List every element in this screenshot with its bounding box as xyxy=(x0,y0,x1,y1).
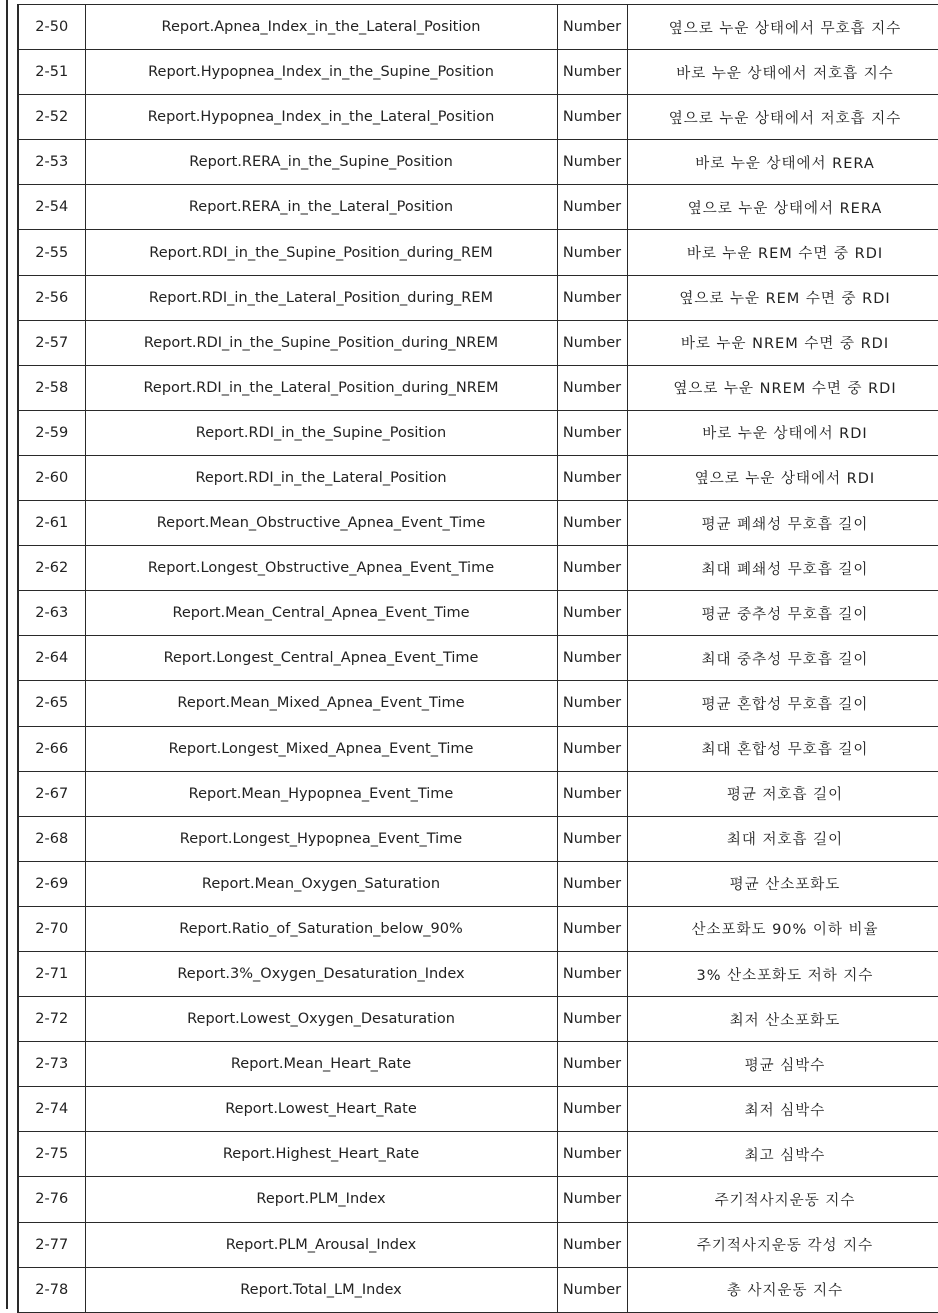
field-description-cell: 주기적사지운동 각성 지수 xyxy=(627,1222,938,1267)
table-row xyxy=(18,997,938,1042)
field-type-cell: Number xyxy=(557,1132,627,1177)
field-name-cell: Report.RERA_in_the_Supine_Position xyxy=(85,140,557,185)
field-type-cell: Number xyxy=(557,997,627,1042)
field-description-cell: 평균 중추성 무호흡 길이 xyxy=(627,591,938,636)
row-number-cell: 2-74 xyxy=(18,1087,85,1132)
table-row xyxy=(18,140,938,185)
field-type-cell: Number xyxy=(557,455,627,500)
field-type-cell: Number xyxy=(557,320,627,365)
field-type-cell: Number xyxy=(557,501,627,546)
row-number-cell: 2-65 xyxy=(18,681,85,726)
row-number-cell: 2-50 xyxy=(18,5,85,50)
field-description-cell: 옆으로 누운 REM 수면 중 RDI xyxy=(627,275,938,320)
field-type-cell: Number xyxy=(557,1222,627,1267)
field-description-cell: 산소포화도 90% 이하 비율 xyxy=(627,906,938,951)
field-name-cell: Report.RDI_in_the_Lateral_Position_during_REM xyxy=(85,275,557,320)
row-number-cell: 2-73 xyxy=(18,1042,85,1087)
field-description-cell: 옆으로 누운 상태에서 무호흡 지수 xyxy=(627,5,938,50)
field-type-cell: Number xyxy=(557,365,627,410)
field-name-cell: Report.RERA_in_the_Lateral_Position xyxy=(85,185,557,230)
field-description-cell: 바로 누운 NREM 수면 중 RDI xyxy=(627,320,938,365)
field-type-cell: Number xyxy=(557,1042,627,1087)
field-name-cell: Report.Mean_Heart_Rate xyxy=(85,1042,557,1087)
field-name-cell: Report.Mean_Obstructive_Apnea_Event_Time xyxy=(85,501,557,546)
field-type-cell: Number xyxy=(557,726,627,771)
field-name-cell: Report.RDI_in_the_Supine_Position_during_NREM xyxy=(85,320,557,365)
field-name-cell: Report.RDI_in_the_Lateral_Position_during_NREM xyxy=(85,365,557,410)
table-row xyxy=(18,726,938,771)
field-name-cell: Report.Lowest_Heart_Rate xyxy=(85,1087,557,1132)
field-name-cell: Report.Mean_Hypopnea_Event_Time xyxy=(85,771,557,816)
table-body xyxy=(18,5,938,1313)
table-row xyxy=(18,1087,938,1132)
table-row xyxy=(18,591,938,636)
table-row xyxy=(18,771,938,816)
field-description-cell: 평균 혼합성 무호흡 길이 xyxy=(627,681,938,726)
field-description-cell: 총 사지운동 지수 xyxy=(627,1267,938,1312)
field-type-cell: Number xyxy=(557,1267,627,1312)
field-name-cell: Report.Longest_Central_Apnea_Event_Time xyxy=(85,636,557,681)
row-number-cell: 2-69 xyxy=(18,861,85,906)
field-description-cell: 최고 심박수 xyxy=(627,1132,938,1177)
row-number-cell: 2-77 xyxy=(18,1222,85,1267)
field-description-cell: 주기적사지운동 지수 xyxy=(627,1177,938,1222)
field-description-cell: 평균 심박수 xyxy=(627,1042,938,1087)
table-row xyxy=(18,230,938,275)
field-type-cell: Number xyxy=(557,5,627,50)
table-row xyxy=(18,951,938,996)
field-type-cell: Number xyxy=(557,771,627,816)
field-name-cell: Report.Longest_Mixed_Apnea_Event_Time xyxy=(85,726,557,771)
field-name-cell: Report.Apnea_Index_in_the_Lateral_Position xyxy=(85,5,557,50)
row-number-cell: 2-64 xyxy=(18,636,85,681)
row-number-cell: 2-59 xyxy=(18,410,85,455)
field-description-cell: 평균 저호흡 길이 xyxy=(627,771,938,816)
field-type-cell: Number xyxy=(557,95,627,140)
field-description-cell: 최저 심박수 xyxy=(627,1087,938,1132)
row-number-cell: 2-66 xyxy=(18,726,85,771)
field-type-cell: Number xyxy=(557,275,627,320)
table-row xyxy=(18,1132,938,1177)
row-number-cell: 2-55 xyxy=(18,230,85,275)
row-number-cell: 2-58 xyxy=(18,365,85,410)
field-name-cell: Report.RDI_in_the_Lateral_Position xyxy=(85,455,557,500)
table-row xyxy=(18,5,938,50)
field-type-cell: Number xyxy=(557,140,627,185)
table-row xyxy=(18,185,938,230)
field-type-cell: Number xyxy=(557,906,627,951)
field-type-cell: Number xyxy=(557,546,627,591)
field-description-cell: 바로 누운 REM 수면 중 RDI xyxy=(627,230,938,275)
row-number-cell: 2-75 xyxy=(18,1132,85,1177)
field-type-cell: Number xyxy=(557,681,627,726)
field-name-cell: Report.Ratio_of_Saturation_below_90% xyxy=(85,906,557,951)
table-row xyxy=(18,546,938,591)
field-type-cell: Number xyxy=(557,1177,627,1222)
field-description-cell: 바로 누운 상태에서 RERA xyxy=(627,140,938,185)
row-number-cell: 2-57 xyxy=(18,320,85,365)
field-type-cell: Number xyxy=(557,861,627,906)
table-row xyxy=(18,816,938,861)
field-name-cell: Report.Mean_Oxygen_Saturation xyxy=(85,861,557,906)
field-type-cell: Number xyxy=(557,816,627,861)
table-row xyxy=(18,50,938,95)
field-name-cell: Report.RDI_in_the_Supine_Position_during_REM xyxy=(85,230,557,275)
field-name-cell: Report.PLM_Index xyxy=(85,1177,557,1222)
field-name-cell: Report.PLM_Arousal_Index xyxy=(85,1222,557,1267)
row-number-cell: 2-63 xyxy=(18,591,85,636)
table-row xyxy=(18,501,938,546)
field-description-cell: 최대 중추성 무호흡 길이 xyxy=(627,636,938,681)
field-description-cell: 옆으로 누운 상태에서 RERA xyxy=(627,185,938,230)
field-name-cell: Report.Highest_Heart_Rate xyxy=(85,1132,557,1177)
row-number-cell: 2-78 xyxy=(18,1267,85,1312)
field-type-cell: Number xyxy=(557,50,627,95)
field-name-cell: Report.Mean_Mixed_Apnea_Event_Time xyxy=(85,681,557,726)
row-number-cell: 2-53 xyxy=(18,140,85,185)
table-row xyxy=(18,275,938,320)
field-name-cell: Report.3%_Oxygen_Desaturation_Index xyxy=(85,951,557,996)
field-description-cell: 바로 누운 상태에서 RDI xyxy=(627,410,938,455)
row-number-cell: 2-76 xyxy=(18,1177,85,1222)
table-row xyxy=(18,1177,938,1222)
field-description-cell: 옆으로 누운 상태에서 저호흡 지수 xyxy=(627,95,938,140)
field-description-cell: 최저 산소포화도 xyxy=(627,997,938,1042)
table-row xyxy=(18,365,938,410)
row-number-cell: 2-68 xyxy=(18,816,85,861)
field-name-cell: Report.Lowest_Oxygen_Desaturation xyxy=(85,997,557,1042)
field-type-cell: Number xyxy=(557,230,627,275)
row-number-cell: 2-61 xyxy=(18,501,85,546)
field-type-cell: Number xyxy=(557,410,627,455)
row-number-cell: 2-54 xyxy=(18,185,85,230)
table-row xyxy=(18,95,938,140)
table-row xyxy=(18,410,938,455)
field-description-cell: 평균 폐쇄성 무호흡 길이 xyxy=(627,501,938,546)
field-description-cell: 최대 혼합성 무호흡 길이 xyxy=(627,726,938,771)
field-description-cell: 3% 산소포화도 저하 지수 xyxy=(627,951,938,996)
table-row xyxy=(18,636,938,681)
field-name-cell: Report.Total_LM_Index xyxy=(85,1267,557,1312)
field-name-cell: Report.Hypopnea_Index_in_the_Lateral_Position xyxy=(85,95,557,140)
field-name-cell: Report.Longest_Hypopnea_Event_Time xyxy=(85,816,557,861)
row-number-cell: 2-70 xyxy=(18,906,85,951)
field-description-cell: 최대 폐쇄성 무호흡 길이 xyxy=(627,546,938,591)
table-row xyxy=(18,320,938,365)
report-field-table xyxy=(17,4,938,1313)
field-description-cell: 옆으로 누운 NREM 수면 중 RDI xyxy=(627,365,938,410)
table-row xyxy=(18,455,938,500)
field-name-cell: Report.RDI_in_the_Supine_Position xyxy=(85,410,557,455)
row-number-cell: 2-67 xyxy=(18,771,85,816)
row-number-cell: 2-71 xyxy=(18,951,85,996)
table-row xyxy=(18,681,938,726)
row-number-cell: 2-72 xyxy=(18,997,85,1042)
table-row xyxy=(18,861,938,906)
field-name-cell: Report.Longest_Obstructive_Apnea_Event_Time xyxy=(85,546,557,591)
row-number-cell: 2-51 xyxy=(18,50,85,95)
table-row xyxy=(18,1267,938,1312)
field-type-cell: Number xyxy=(557,1087,627,1132)
field-description-cell: 바로 누운 상태에서 저호흡 지수 xyxy=(627,50,938,95)
row-number-cell: 2-56 xyxy=(18,275,85,320)
row-number-cell: 2-60 xyxy=(18,455,85,500)
field-description-cell: 최대 저호흡 길이 xyxy=(627,816,938,861)
row-number-cell: 2-62 xyxy=(18,546,85,591)
field-name-cell: Report.Hypopnea_Index_in_the_Supine_Position xyxy=(85,50,557,95)
field-name-cell: Report.Mean_Central_Apnea_Event_Time xyxy=(85,591,557,636)
field-type-cell: Number xyxy=(557,591,627,636)
row-number-cell: 2-52 xyxy=(18,95,85,140)
field-type-cell: Number xyxy=(557,951,627,996)
field-description-cell: 평균 산소포화도 xyxy=(627,861,938,906)
field-type-cell: Number xyxy=(557,636,627,681)
field-type-cell: Number xyxy=(557,185,627,230)
table-row xyxy=(18,1042,938,1087)
field-description-cell: 옆으로 누운 상태에서 RDI xyxy=(627,455,938,500)
page-left-rule xyxy=(6,0,8,1309)
table-row xyxy=(18,1222,938,1267)
table-row xyxy=(18,906,938,951)
